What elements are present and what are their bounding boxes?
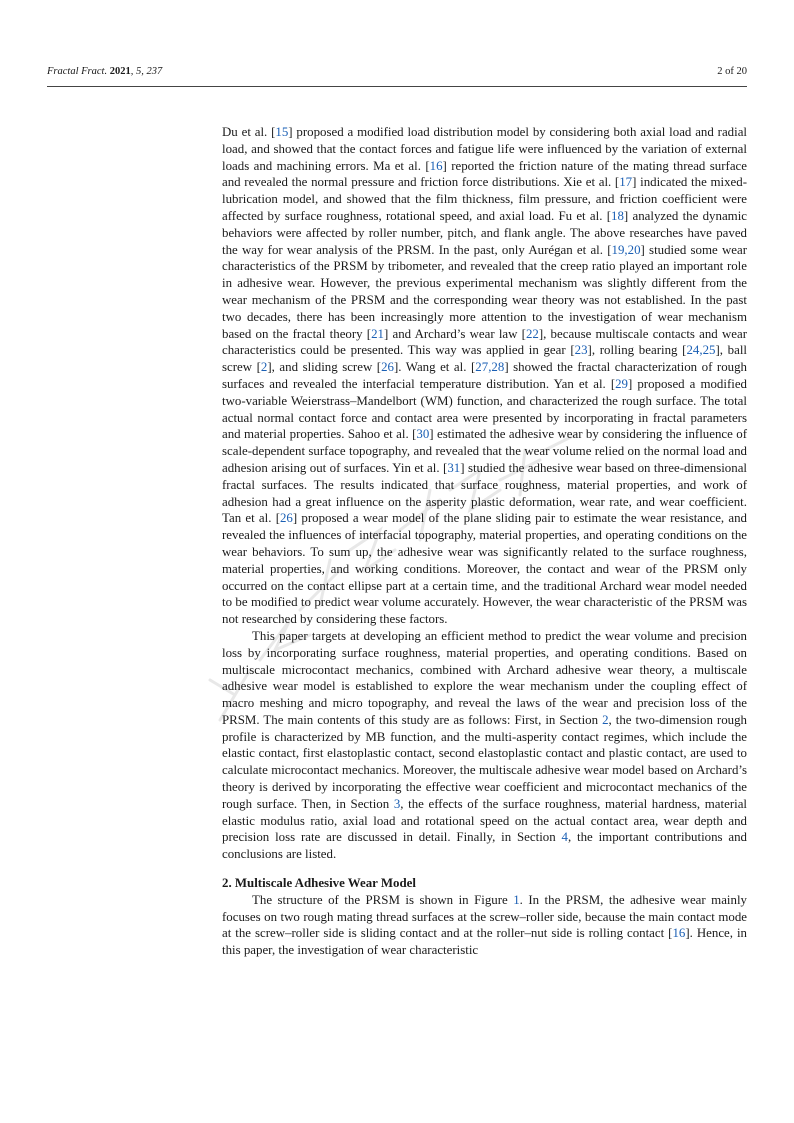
reference-link[interactable]: 3 <box>393 796 401 811</box>
reference-link[interactable]: 16 <box>672 926 686 941</box>
text-segment: ], because multiscale contacts and wear characteristics could be presented. This way was applied in gear [ <box>222 326 747 358</box>
text-segment: ] analyzed the dynamic behaviors were affected by roller number, pitch, and flank angle. The above researches have paved the way for wear analysis of the PRSM. In the past, only Aurégan et al. [ <box>222 208 747 257</box>
text-segment: ], ball screw [ <box>222 343 747 375</box>
article-body <box>222 124 747 959</box>
text-segment: This paper targets at developing an efficient method to predict the wear volume and precision loss by incorporating surface roughness, material properties, and operating conditions. Based on multiscale microcontact mechanics, combined with Archard adhesive wear theory, a multiscale adhesive wear model is established to explore the wear mechanism under the coupling effect of macro meshing and micro topography, and reveal the laws of the wear and precision loss of the PRSM. The main contents of this study are as follows: First, in Section <box>222 628 747 727</box>
reference-link[interactable]: 21 <box>371 326 384 341</box>
text-segment: , the effects of the surface roughness, material hardness, material elastic modulus ratio, axial load and rotational speed on the actual contact area, wear depth and precision loss rate are discussed in detail. Finally, in Section <box>222 796 747 845</box>
text-segment: ] indicated the mixed-lubrication model, and showed that the film thickness, film pressure, and friction coefficient were affected by surface roughness, rotational speed, and axial load. Fu et al. [ <box>222 175 748 223</box>
reference-link[interactable]: 27,28 <box>475 360 505 375</box>
paragraph-prsm-structure <box>222 892 747 959</box>
text-segment: ] proposed a wear model of the plane sliding pair to estimate the wear resistance, and revealed the influences of interfacial topography, material properties, and operating conditions on the wear behaviors. To sum up, the adhesive wear was significantly related to the surface roughness, material properties, and working conditions. Moreover, the contact and wear of the PRSM only occurred on the contact ellipse part at a certain time, and the traditional Archard wear model needed to be modified to predict wear volume accurately. However, the wear characteristic of the PRSM was not researched by considering these factors. <box>222 511 747 627</box>
text-segment: ]. Wang et al. [ <box>393 360 476 375</box>
text-segment: ], and sliding screw [ <box>267 360 382 375</box>
paragraph-literature-review <box>222 124 747 628</box>
page-number: 2 of 20 <box>717 66 747 77</box>
journal-name: Fractal Fract. <box>47 66 108 77</box>
text-segment: ]. Hence, in this paper, the investigation of wear characteristic <box>222 926 747 958</box>
journal-volume-pages: , 5, 237 <box>130 66 163 77</box>
reference-link[interactable]: 17 <box>619 175 633 190</box>
text-segment: Du et al. [ <box>222 125 276 139</box>
running-header <box>47 66 747 86</box>
reference-link[interactable]: 22 <box>525 326 539 341</box>
reference-link[interactable]: 15 <box>275 125 289 139</box>
header-divider <box>47 86 747 87</box>
text-segment: ] proposed a modified two-variable Weierstrass–Mandelbort (WM) function, and characterized the rough surface. The total actual normal contact force and contact area were presented by incorporating in fractal parameters and material properties. Sahoo et al. [ <box>222 376 747 442</box>
text-segment: ] and Archard’s wear law [ <box>384 326 526 341</box>
reference-link[interactable]: 4 <box>561 830 568 845</box>
paragraph-paper-objectives <box>222 628 747 863</box>
reference-link[interactable]: 23 <box>574 343 588 358</box>
reference-link[interactable]: 18 <box>611 208 624 223</box>
journal-year: 2021 <box>109 66 131 77</box>
text-segment: ] proposed a modified load distribution model by considering both axial load and radial load, and showed that the contact forces and fatigue life were influenced by the variation of external loads and machining errors. Ma et al. [ <box>222 125 747 173</box>
reference-link[interactable]: 2 <box>260 360 268 375</box>
text-segment: ] studied the adhesive wear based on three-dimensional fractal surfaces. The results indicated that surface roughness, material properties, and work of adhesion had a great influence on the asperity plastic deformation, wear rate, and wear coefficient. Tan et al. [ <box>222 460 747 526</box>
reference-link[interactable]: 19,20 <box>611 242 641 257</box>
text-segment: The structure of the PRSM is shown in Figure <box>252 892 514 907</box>
reference-link[interactable]: 16 <box>429 158 443 173</box>
text-segment: , the important contributions and conclusions are listed. <box>222 830 747 862</box>
reference-link[interactable]: 26 <box>279 511 293 526</box>
reference-link[interactable]: 26 <box>381 360 394 375</box>
text-segment: ] showed the fractal characterization of rough surfaces and revealed the interfacial temperature distribution. Yan et al. [ <box>222 360 747 391</box>
text-segment: ], rolling bearing [ <box>587 343 687 358</box>
text-segment: . In the PRSM, the adhesive wear mainly focuses on two rough mating thread surfaces at the screw–roller side, because the main contact mode at the screw–roller side is sliding contact and at the roller–nut side is rolling contact [ <box>222 892 747 941</box>
reference-link[interactable]: 1 <box>513 892 520 907</box>
text-segment: ] estimated the adhesive wear by considering the influence of scale-dependent surface topography, and revealed that the wear volume relied on the normal load and adhesion arising out of surfaces. Yin et al. [ <box>222 427 747 475</box>
reference-link[interactable]: 31 <box>447 460 461 475</box>
text-segment: ] reported the friction nature of the mating thread surface and revealed the normal pressure and friction force distributions. Xie et al. [ <box>222 158 747 190</box>
reference-link[interactable]: 29 <box>615 376 628 391</box>
reference-link[interactable]: 30 <box>416 427 430 442</box>
text-segment: , the two-dimension rough profile is characterized by MB function, and the multi-asperity contact regimes, which include the elastic contact, first elastoplastic contact, second elastoplastic contact and plastic contact, are used to calculate microcontact mechanics. Moreover, the multiscale adhesive wear model based on Archard’s theory is derived by incorporating the effective wear coefficient and microcontact mechanics of the rough surface. Then, in Section <box>222 712 747 811</box>
section-heading: 2. Multiscale Adhesive Wear Model <box>222 876 416 891</box>
journal-citation <box>47 66 162 77</box>
reference-link[interactable]: 24,25 <box>686 343 716 358</box>
reference-link[interactable]: 2 <box>602 712 609 727</box>
text-segment: ] studied some wear characteristics of the PRSM by tribometer, and revealed that the creep ratio played an important role in adhesive wear. However, the previous experimental mechanism was slightly different from the wear mechanism of the PRSM and the corresponding wear theory was not established. In the past two decades, there has been increasingly more attention to the investigation of wear mechanism based on the fractal theory [ <box>222 242 747 341</box>
